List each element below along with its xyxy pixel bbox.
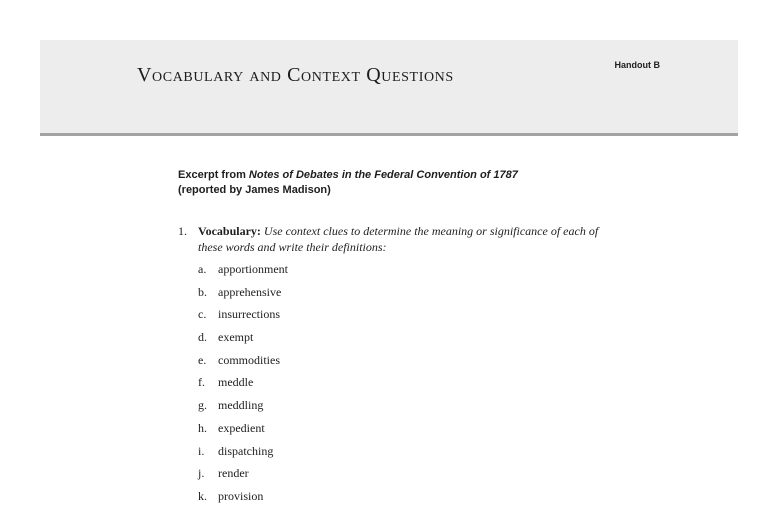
vocab-word: apportionment: [218, 262, 288, 276]
vocab-letter: d.: [198, 330, 207, 345]
vocab-letter: g.: [198, 398, 207, 413]
vocab-letter: b.: [198, 284, 207, 299]
question-1: [178, 223, 623, 255]
vocab-word: insurrections: [218, 307, 280, 322]
vocab-item: [198, 261, 498, 284]
vocab-item: [198, 397, 498, 420]
page-title: Vocabulary and Context Questions: [137, 64, 454, 86]
vocab-letter: e.: [198, 352, 207, 367]
vocab-letter: k.: [198, 488, 207, 503]
vocab-word: render: [218, 466, 249, 481]
vocab-word: dispatching: [218, 443, 274, 458]
excerpt-title-line: [178, 168, 638, 183]
vocab-letter: i.: [198, 443, 205, 458]
question-lead: Vocabulary:: [198, 224, 261, 238]
vocab-item: [198, 374, 498, 397]
excerpt-attribution: (reported by James Madison): [178, 184, 331, 196]
vocab-item: [198, 465, 498, 488]
vocab-item: [198, 284, 498, 307]
vocab-letter: c.: [198, 307, 207, 322]
vocab-item: [198, 352, 498, 375]
question-number: 1.: [178, 224, 187, 238]
vocab-word: meddling: [218, 398, 264, 413]
vocab-letter: a.: [198, 262, 207, 276]
header-band: [40, 40, 738, 136]
vocab-word: expedient: [218, 420, 265, 435]
vocab-item: [198, 420, 498, 443]
vocab-letter: f.: [198, 375, 205, 390]
vocab-item: [198, 488, 498, 511]
vocab-item: [198, 443, 498, 466]
vocabulary-list: [198, 261, 498, 511]
vocab-letter: h.: [198, 420, 207, 435]
vocab-word: commodities: [218, 352, 280, 367]
question-text: [198, 223, 623, 255]
vocab-letter: j.: [198, 466, 205, 481]
vocab-word: meddle: [218, 375, 254, 390]
excerpt-work-title: Notes of Debates in the Federal Convention of 1787: [248, 169, 518, 181]
excerpt-prefix: Excerpt from: [178, 169, 249, 181]
question-instruction: Use context clues to determine the meaning or significance of each of these words and write their definitions:: [198, 224, 599, 254]
vocab-word: exempt: [218, 330, 254, 345]
vocab-item: [198, 329, 498, 352]
handout-label: Handout B: [614, 60, 660, 70]
vocab-word: apprehensive: [218, 284, 282, 299]
excerpt-heading: [178, 168, 638, 198]
vocab-word: provision: [218, 488, 264, 503]
vocab-item: [198, 306, 498, 329]
